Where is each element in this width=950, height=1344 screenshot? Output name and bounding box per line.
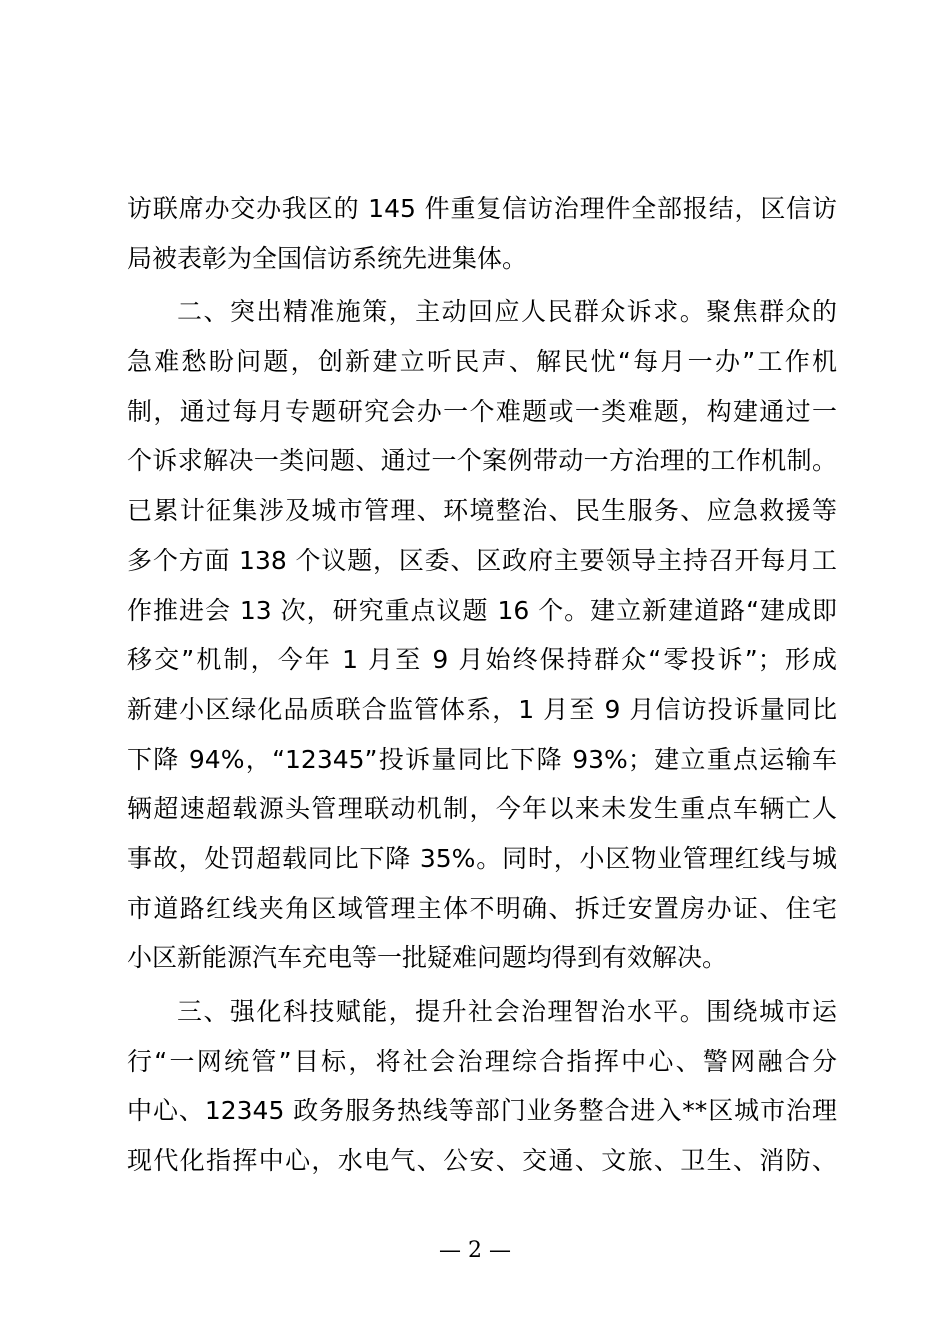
paragraph-3 xyxy=(127,987,837,1186)
body-text xyxy=(127,184,837,1186)
text-line: 个诉求解决一类问题、通过一个案例带动一方治理的工作机制。 xyxy=(127,446,837,476)
text-line: 移交”机制，今年 1 月至 9 月始终保持群众“零投诉”；形成 xyxy=(127,645,837,675)
text-line: 行“一网统管”目标，将社会治理综合指挥中心、警网融合分 xyxy=(127,1046,837,1076)
text-line: 小区新能源汽车充电等一批疑难问题均得到有效解决。 xyxy=(127,943,728,973)
text-line: 作推进会 13 次，研究重点议题 16 个。建立新建道路“建成即 xyxy=(127,595,837,625)
text-line: 新建小区绿化品质联合监管体系，1 月至 9 月信访投诉量同比 xyxy=(127,694,837,724)
text-line: 三、强化科技赋能，提升社会治理智治水平。围绕城市运 xyxy=(177,997,837,1026)
paragraph-1 xyxy=(127,184,837,283)
text-line: 访联席办交办我区的 145 件重复信访治理件全部报结，区信访 xyxy=(127,194,837,223)
text-line: 已累计征集涉及城市管理、环境整治、民生服务、应急救援等 xyxy=(127,496,837,526)
text-line: 局被表彰为全国信访系统先进集体。 xyxy=(127,243,528,273)
text-line: 辆超速超载源头管理联动机制，今年以来未发生重点车辆亡人 xyxy=(127,794,837,824)
text-line: 市道路红线夹角区域管理主体不明确、拆迁安置房办证、住宅 xyxy=(127,893,837,923)
text-line: 事故，处罚超载同比下降 35%。同时，小区物业管理红线与城 xyxy=(127,843,837,873)
text-line: 二、突出精准施策，主动回应人民群众诉求。聚焦群众的 xyxy=(177,297,837,327)
text-line: 下降 94%，“12345”投诉量同比下降 93%；建立重点运输车 xyxy=(127,744,837,774)
text-line: 中心、12345 政务服务热线等部门业务整合进入**区城市治理 xyxy=(127,1096,837,1126)
page-number: — 2 — xyxy=(439,1238,511,1263)
paragraph-2 xyxy=(127,287,837,983)
text-line: 现代化指挥中心，水电气、公安、交通、文旅、卫生、消防、 xyxy=(127,1146,837,1176)
text-line: 急难愁盼问题，创新建立听民声、解民忧“每月一办”工作机 xyxy=(127,347,837,377)
text-line: 制，通过每月专题研究会办一个难题或一类难题，构建通过一 xyxy=(127,396,837,426)
text-line: 多个方面 138 个议题，区委、区政府主要领导主持召开每月工 xyxy=(127,545,837,575)
